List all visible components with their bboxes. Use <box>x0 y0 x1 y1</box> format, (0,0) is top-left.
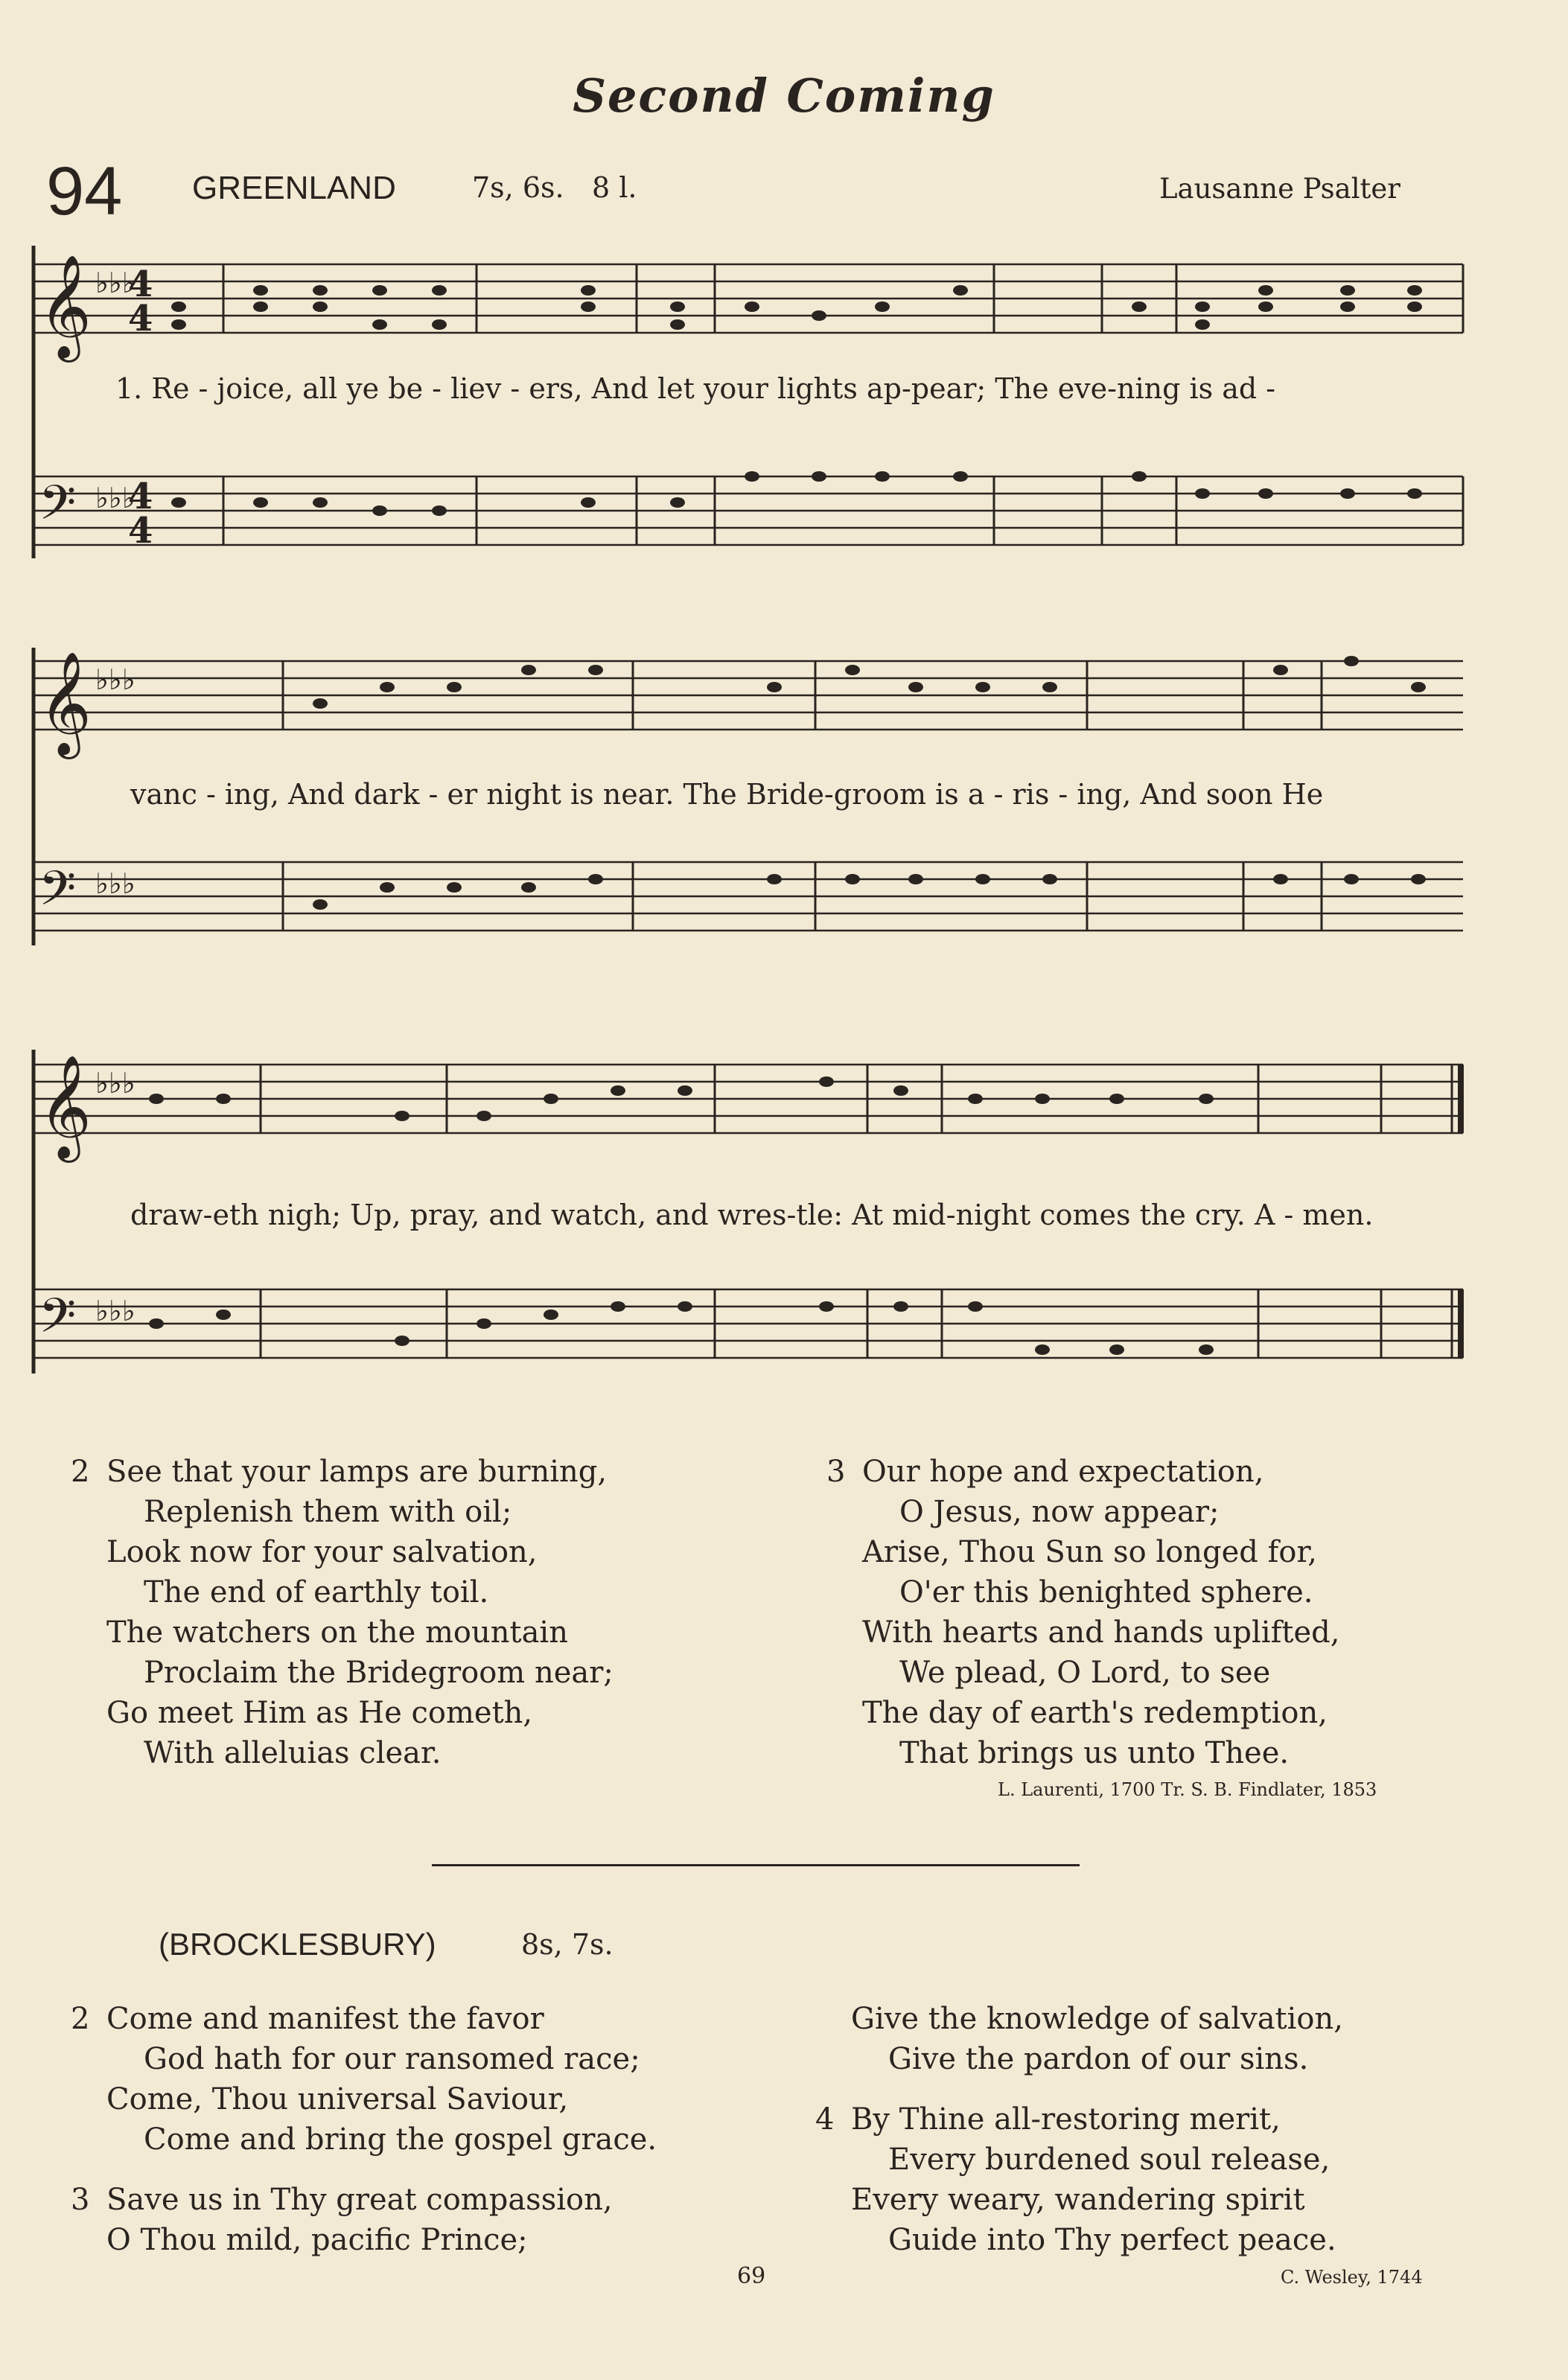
meter-number: 8 l. <box>592 171 637 204</box>
verse-number: 4 <box>815 2102 835 2137</box>
hymn-number: 94 <box>46 153 123 229</box>
verse-line: God hath for our ransomed race; <box>144 2042 640 2076</box>
verse-line: We plead, O Lord, to see <box>899 1656 1271 1690</box>
verse-line: With alleluias clear. <box>144 1736 442 1770</box>
verse-line: That brings us unto Thee. <box>899 1736 1290 1770</box>
verse-line: Our hope and expectation, <box>862 1455 1264 1489</box>
svg-text:𝄢: 𝄢 <box>39 861 77 928</box>
treble-clef-icon: 𝄞 <box>39 255 92 358</box>
svg-text:♭♭♭: ♭♭♭ <box>95 482 136 514</box>
verse-number: 2 <box>71 1455 90 1489</box>
second-tune-name: (BROCKLESBURY) <box>159 1927 436 1962</box>
verse-line: Give the pardon of our sins. <box>888 2042 1309 2076</box>
verse-number: 3 <box>71 2183 90 2217</box>
verse-line: Every burdened soul release, <box>888 2143 1330 2177</box>
verse-line: The day of earth's redemption, <box>862 1696 1328 1730</box>
svg-text:𝄞: 𝄞 <box>39 651 92 755</box>
verse-line: Replenish them with oil; <box>144 1495 512 1529</box>
verse-line: Look now for your salvation, <box>106 1535 538 1569</box>
lyric-line-2: vanc - ing, And dark - er night is near. The Bride-groom is a - ris - ing, And soon He <box>130 778 1324 811</box>
page-number: 69 <box>737 2263 766 2289</box>
svg-text:4: 4 <box>128 510 153 552</box>
verse-number: 3 <box>826 1455 846 1489</box>
svg-text:𝄞: 𝄞 <box>39 1055 92 1158</box>
verse-line: Come, Thou universal Saviour, <box>106 2082 569 2116</box>
verse-line: Arise, Thou Sun so longed for, <box>862 1535 1317 1569</box>
svg-text:♭♭♭: ♭♭♭ <box>95 663 136 696</box>
verse-line: Give the knowledge of salvation, <box>851 2002 1343 2036</box>
verse-line: By Thine all-restoring merit, <box>851 2102 1281 2137</box>
verse-line: Come and bring the gospel grace. <box>144 2122 657 2157</box>
divider <box>432 1864 1080 1866</box>
bass-clef-icon: 𝄢 <box>39 476 77 543</box>
verse-line: O Thou mild, pacific Prince; <box>106 2223 528 2257</box>
verse-line: The end of earthly toil. <box>144 1575 489 1609</box>
verse-line: Save us in Thy great compassion, <box>106 2183 613 2217</box>
verse-3 <box>826 1452 1339 1773</box>
verse-number: 2 <box>71 2002 90 2036</box>
tune-name: GREENLAND <box>192 170 396 206</box>
second-tune-meter: 8s, 7s. <box>521 1928 614 1961</box>
verse-line: O'er this benighted sphere. <box>899 1575 1313 1609</box>
svg-text:4: 4 <box>128 298 153 339</box>
verse-line: With hearts and hands uplifted, <box>862 1615 1340 1650</box>
svg-text:4: 4 <box>128 476 153 517</box>
meter: 7s, 6s. <box>472 171 564 204</box>
page-title: Second Coming <box>573 68 995 123</box>
second-tune-credit: C. Wesley, 1744 <box>1281 2267 1423 2288</box>
verse-line: Come and manifest the favor <box>106 2002 544 2036</box>
second-verse-4 <box>815 2099 1336 2260</box>
hymn-credit: L. Laurenti, 1700 Tr. S. B. Findlater, 1853 <box>998 1779 1377 1800</box>
composer: Lausanne Psalter <box>1159 173 1400 205</box>
verse-line: O Jesus, now appear; <box>899 1495 1220 1529</box>
verse-line: Proclaim the Bridegroom near; <box>144 1656 614 1690</box>
verse-line: Guide into Thy perfect peace. <box>888 2223 1336 2257</box>
verse-line: See that your lamps are burning, <box>106 1455 608 1489</box>
svg-text:♭♭♭: ♭♭♭ <box>95 267 136 299</box>
verse-line: Every weary, wandering spirit <box>851 2183 1305 2217</box>
lyric-line-1: 1. Re - joice, all ye be - liev - ers, And let your lights ap-pear; The eve-ning is ad - <box>115 372 1276 405</box>
svg-text:♭♭♭: ♭♭♭ <box>95 867 136 900</box>
second-verse-3-continued <box>815 1999 1343 2079</box>
second-verse-2 <box>71 1999 657 2160</box>
svg-text:♭♭♭: ♭♭♭ <box>95 1067 136 1100</box>
svg-text:𝄢: 𝄢 <box>39 1289 77 1356</box>
second-verse-3 <box>71 2180 613 2260</box>
lyric-line-3: draw-eth nigh; Up, pray, and watch, and wres-tle: At mid-night comes the cry. A - men. <box>130 1199 1374 1231</box>
notes <box>149 285 1426 1355</box>
verse-line: Go meet Him as He cometh, <box>106 1696 533 1730</box>
verse-2 <box>71 1452 614 1773</box>
svg-text:4: 4 <box>128 264 153 305</box>
svg-text:♭♭♭: ♭♭♭ <box>95 1295 136 1327</box>
verse-line: The watchers on the mountain <box>106 1615 568 1650</box>
